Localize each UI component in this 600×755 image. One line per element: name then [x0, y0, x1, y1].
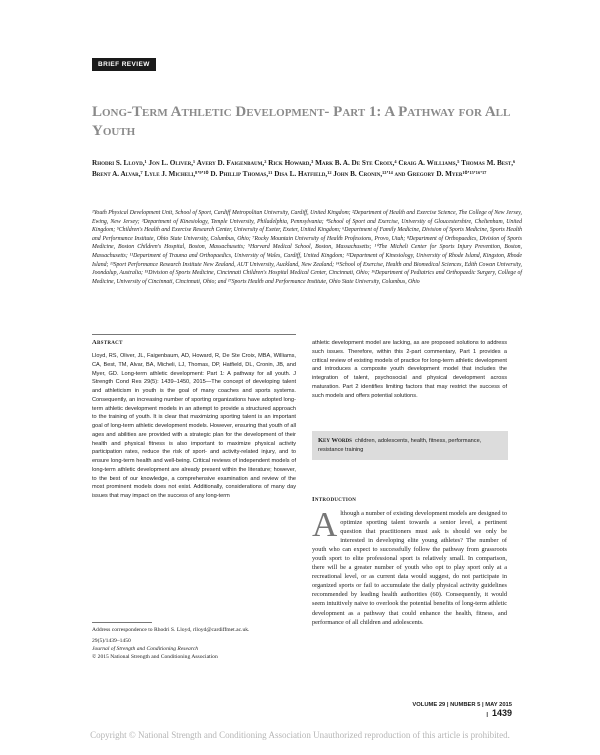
- abstract-text: Lloyd, RS, Oliver, JL, Faigenbaum, AD, Howard, R, De Ste Croix, MBA, Williams, CA, Best, TM, Alvar, BA, Micheli, LJ, Thomas, DP, Hatfield, DL, Cronin, JB, and Myer, GD. Long-term athletic development: Part 1: A pathway for all youth. J Strength Cond Res 29(5): 1439–1450, 2015—The concept of developing talent and athleticism in youth is the goal of many coaches and sports systems. Consequently, an increasing number of sporting organizations have adopted long-term athletic development models in an attempt to provide a structured approach to the training of youth. It is clear that maximizing sporting talent is an important goal of long-term athletic development models. However, ensuring that youth of all ages and abilities are provided with a strategic plan for the development of their health and physical fitness is also important to maximize physical activity participation rates, reduce the risk of sport- and activity-related injury, and to ensure long-term health and well-being. Critical reviews of independent models of long-term athletic development are already present within the literature; however, to the best of our knowledge, a comprehensive examination and review of the most prominent models does not exist. Additionally, considerations of many day issues that may impact on the success of any long-term: [92, 353, 296, 499]
- issue-info: VOLUME 29 | NUMBER 5 | MAY 2015 |: [412, 702, 512, 718]
- keywords-label: Key Words: [318, 437, 352, 444]
- citation-range: 29(5)/1439–1450: [92, 638, 131, 644]
- introduction-heading: Introduction: [312, 496, 357, 503]
- abstract-top-rule: [92, 334, 296, 335]
- introduction-text: [312, 505, 507, 627]
- page-footer: [392, 702, 512, 718]
- journal-copyright: © 2015 National Strength and Conditioning Association: [92, 654, 218, 660]
- keywords-box: [312, 431, 508, 460]
- footnote-rule: [92, 622, 152, 623]
- abstract-heading: Abstract: [92, 339, 123, 346]
- introduction-body: lthough a number of existing development models are designed to optimize sporting talent towards a senior level, a pertinent question that practitioners must ask is should we only be interested in developing elite young athletes? The number of youth who can expect to successfully follow the pathway from grassroots youth sport to elite professional sport is relatively small. In comparison, there will be a greater number of youth who opt to play sport only at a recreational level, or as current data would suggest, do not participate in organized sports or fail to accumulate the daily physical activity guidelines recommended by leading health authorities (60). Consequently, it would seem intuitively naive to overlook the potential benefits of long-term athletic development as a pathway that could enhance the health, fitness, and performance of all children and adolescents.: [312, 510, 507, 626]
- author-list: Rhodri S. Lloyd,¹ Jon L. Oliver,¹ Avery D. Faigenbaum,² Rick Howard,³ Mark B. A. De Ste Croix,⁴ Craig A. Williams,⁵ Thomas M. Best,⁶ Brent A. Alvar,⁷ Lyle J. Micheli,⁸'⁹'¹⁰ D. Phillip Thomas,¹¹ Disa L. Hatfield,¹² John B. Cronin,¹³'¹⁴ and Gregory D. Myer¹⁰'¹⁵'¹⁶'¹⁷: [92, 159, 516, 178]
- correspondence-block: [92, 626, 296, 661]
- abstract-continued: athletic development model are lacking, as are proposed solutions to address such issues. Therefore, within this 2-part commentary, Part 1 provides a critical review of existing models of practice for long-term athletic development and introduces a composite youth development model that includes the integration of talent, psychosocial and physical development across maturation. Part 2 identifies limiting factors that may restrict the success of such models and offers potential solutions.: [312, 340, 507, 399]
- page-number: 1439: [491, 708, 512, 718]
- drop-cap: A: [312, 505, 338, 544]
- affiliations: ¹Youth Physical Development Unit, School of Sport, Cardiff Metropolitan University, Cardiff, United Kingdom; ²Department of Health and Exercise Science, The College of New Jersey, Ewing, New Jersey; ³Department of Kinesiology, Temple University, Philadelphia, Pennsylvania; ⁴School of Sport and Exercise, University of Gloucestershire, Cheltenham, United Kingdom; ⁵Children's Health and Exercise Research Center, University of Exeter, Exeter, United Kingdom; ⁶Department of Family Medicine, Division of Sports Medicine, Sports Health and Performance Institute, Ohio State University, Columbus, Ohio; ⁷Rocky Mountain University of Health Professions, Provo, Utah; ⁸Department of Orthopaedics, Division of Sports Medicine, Boston Children's Hospital, Boston, Massachusetts; ⁹Harvard Medical School, Boston, Massachusetts; ¹⁰The Micheli Center for Sports Injury Prevention, Boston, Massachusetts; ¹¹Department of Trauma and Orthopaedics, University of Wales, Cardiff, United Kingdom; ¹²Department of Kinesiology, University of Rhode Island, Kingston, Rhode Island; ¹³Sport Performance Research Institute New Zealand, AUT University, Auckland, New Zealand; ¹⁴School of Exercise, Health and Biomedical Sciences, Edith Cowan University, Joondalup, Australia; ¹⁵Division of Sports Medicine, Cincinnati Children's Hospital Medical Center, Cincinnati, Ohio; ¹⁶Department of Pediatrics and Orthopaedic Surgery, College of Medicine, University of Cincinnati, Cincinnati, Ohio; and ¹⁷Sports Health and Performance Institute, Ohio State University, Columbus, Ohio: [92, 210, 522, 285]
- article-title: Long-Term Athletic Development- Part 1: A Pathway for All Youth: [92, 104, 511, 139]
- section-badge: BRIEF REVIEW: [92, 58, 156, 71]
- journal-name: Journal of Strength and Conditioning Research: [92, 646, 199, 652]
- correspondence-address: Address correspondence to Rhodri S. Lloyd, rlloyd@cardiffmet.ac.uk.: [92, 627, 250, 633]
- copyright-watermark: Copyright © National Strength and Conditioning Association Unauthorized reproduction of this article is prohibited.: [90, 730, 510, 740]
- keywords-text: children, adolescents, health, fitness, performance, resistance training: [318, 438, 482, 453]
